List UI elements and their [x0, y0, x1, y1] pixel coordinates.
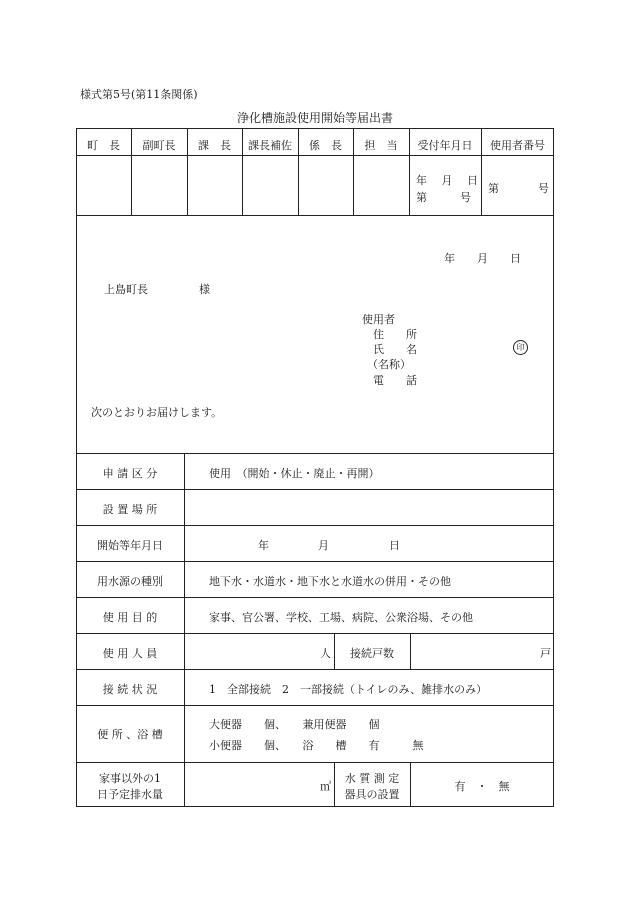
header-reception-date: 受付年月日 — [417, 139, 473, 152]
header-subsection-chief: 係 長 — [309, 139, 342, 152]
document-title: 浄化槽施設使用開始等届出書 — [236, 111, 393, 125]
user-number-prefix: 第 — [488, 182, 499, 195]
rule — [410, 633, 411, 669]
start-date-day: 日 — [389, 539, 400, 552]
addressee: 上島町長 — [104, 283, 148, 296]
toilet-line1: 大便器 個、 兼用便器 個 — [209, 718, 380, 731]
start-date-month: 月 — [318, 539, 329, 552]
addressee-honorific: 様 — [199, 283, 210, 296]
rule — [76, 762, 554, 763]
name-label: 氏 名 — [373, 343, 417, 356]
discharge-label-line1: 家事以外の1 — [99, 772, 161, 785]
rule — [76, 669, 554, 670]
households-label: 接続戸数 — [350, 647, 394, 660]
header-section-chief: 課 長 — [198, 139, 231, 152]
rule — [76, 561, 554, 562]
reception-number: 第 号 — [416, 191, 471, 204]
reception-date: 年 月 日 — [416, 174, 478, 187]
discharge-label-line2: 日予定排水量 — [97, 788, 163, 801]
meter-label-line1: 水 質 測 定 — [344, 772, 400, 785]
header-staff: 担 当 — [364, 139, 398, 152]
purpose-label: 使 用 目 的 — [102, 611, 158, 624]
notice-statement: 次のとおりお届けします。 — [91, 406, 223, 419]
toilet-line2: 小便器 個、 浴 槽 有 無 — [209, 739, 424, 752]
header-deputy-mayor: 副町長 — [142, 139, 176, 152]
header-assistant-chief: 課長補佐 — [248, 139, 292, 152]
form-code: 様式第5号(第11条関係) — [80, 88, 198, 101]
notice-date: 年 月 日 — [444, 252, 521, 265]
address-label: 住 所 — [373, 328, 417, 341]
rule — [76, 453, 554, 454]
rule — [76, 489, 554, 490]
water-source-label: 用水源の種別 — [97, 575, 163, 588]
rule — [76, 215, 554, 216]
rule — [76, 633, 554, 634]
toilet-label: 便 所 、浴 槽 — [97, 728, 163, 741]
rule — [76, 155, 554, 156]
header-user-number: 使用者番号 — [490, 139, 545, 152]
users-unit: 人 — [320, 647, 331, 660]
application-type-label: 申 請 区 分 — [102, 467, 158, 480]
org-name-label: （名称） — [367, 358, 411, 371]
user-number-suffix: 号 — [538, 182, 549, 195]
users-label: 使 用 人 員 — [102, 647, 158, 660]
start-date-label: 開始等年月日 — [97, 539, 163, 552]
rule — [184, 453, 185, 807]
rule — [76, 705, 554, 706]
rule — [76, 597, 554, 598]
connection-value: 1 全部接続 2 一部接続（トイレのみ、雑排水のみ） — [209, 683, 488, 696]
connection-label: 接 続 状 況 — [102, 683, 158, 696]
meter-value: 有 ・ 無 — [454, 780, 510, 793]
location-label: 設 置 場 所 — [102, 503, 158, 516]
phone-label: 電 話 — [373, 374, 417, 387]
applicant-title: 使用者 — [362, 313, 395, 326]
header-mayor: 町 長 — [87, 139, 120, 152]
application-type-value: 使用 （開始・休止・廃止・再開） — [209, 467, 380, 480]
purpose-value: 家事、官公署、学校、工場、病院、公衆浴場、その他 — [209, 611, 473, 624]
rule — [76, 525, 554, 526]
seal-icon: 印 — [513, 340, 528, 355]
meter-label-line2: 器具の設置 — [344, 788, 400, 801]
start-date-year: 年 — [258, 539, 269, 552]
households-unit: 戸 — [540, 647, 551, 660]
water-source-value: 地下水・水道水・地下水と水道水の併用・その他 — [209, 575, 451, 588]
discharge-unit: ㎥ — [320, 780, 331, 793]
